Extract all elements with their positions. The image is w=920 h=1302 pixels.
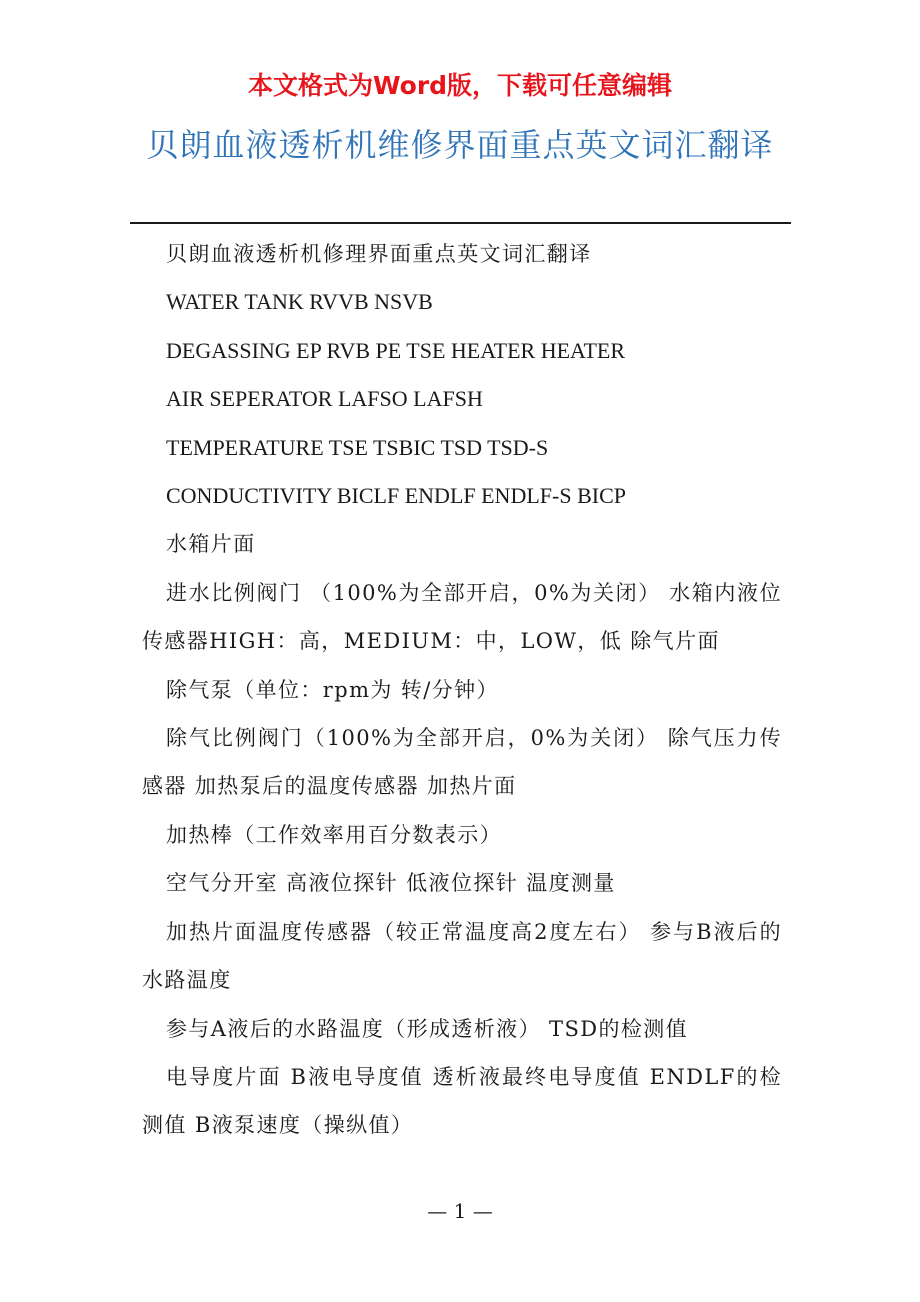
body-paragraph: AIR SEPERATOR LAFSO LAFSH <box>166 386 483 412</box>
body-paragraph: TEMPERATURE TSE TSBIC TSD TSD-S <box>166 434 549 460</box>
body-paragraph: WATER TANK RVVB NSVB <box>166 289 433 315</box>
body-paragraph: DEGASSING EP RVB PE TSE HEATER HEATER <box>166 337 626 363</box>
document-body <box>142 230 782 1150</box>
body-paragraph: 加热棒（工作效率用百分数表示） <box>166 822 502 847</box>
body-paragraph: 空气分开室 高液位探针 低液位探针 温度测量 <box>166 871 616 896</box>
body-paragraph: CONDUCTIVITY BICLF ENDLF ENDLF-S BICP <box>166 483 626 509</box>
title-divider <box>130 222 791 224</box>
body-paragraph: 水箱片面 <box>166 532 256 557</box>
body-paragraph: 电导度片面 B液电导度值 透析液最终电导度值 ENDLF的检测值 B液泵速度（操纵值） <box>142 1064 782 1138</box>
body-paragraph: 参与A液后的水路温度（形成透析液） TSD的检测值 <box>166 1016 689 1041</box>
document-title: 贝朗血液透析机维修界面重点英文词汇翻译 <box>146 126 774 164</box>
body-paragraph: 除气泵（单位：rpm为 转/分钟） <box>166 677 499 702</box>
format-notice-banner: 本文格式为Word版，下载可任意编辑 <box>247 71 673 100</box>
body-paragraph: 进水比例阀门 （100%为全部开启，0%为关闭） 水箱内液位传感器HIGH：高，MEDIUM：中，LOW，低 除气片面 <box>142 580 782 654</box>
page-number: — 1 — <box>427 1199 493 1223</box>
body-paragraph: 加热片面温度传感器（较正常温度高2度左右） 参与B液后的水路温度 <box>142 919 782 993</box>
body-paragraph: 贝朗血液透析机修理界面重点英文词汇翻译 <box>166 242 592 266</box>
body-paragraph: 除气比例阀门（100%为全部开启，0%为关闭） 除气压力传感器 加热泵后的温度传感器 加热片面 <box>142 726 782 799</box>
